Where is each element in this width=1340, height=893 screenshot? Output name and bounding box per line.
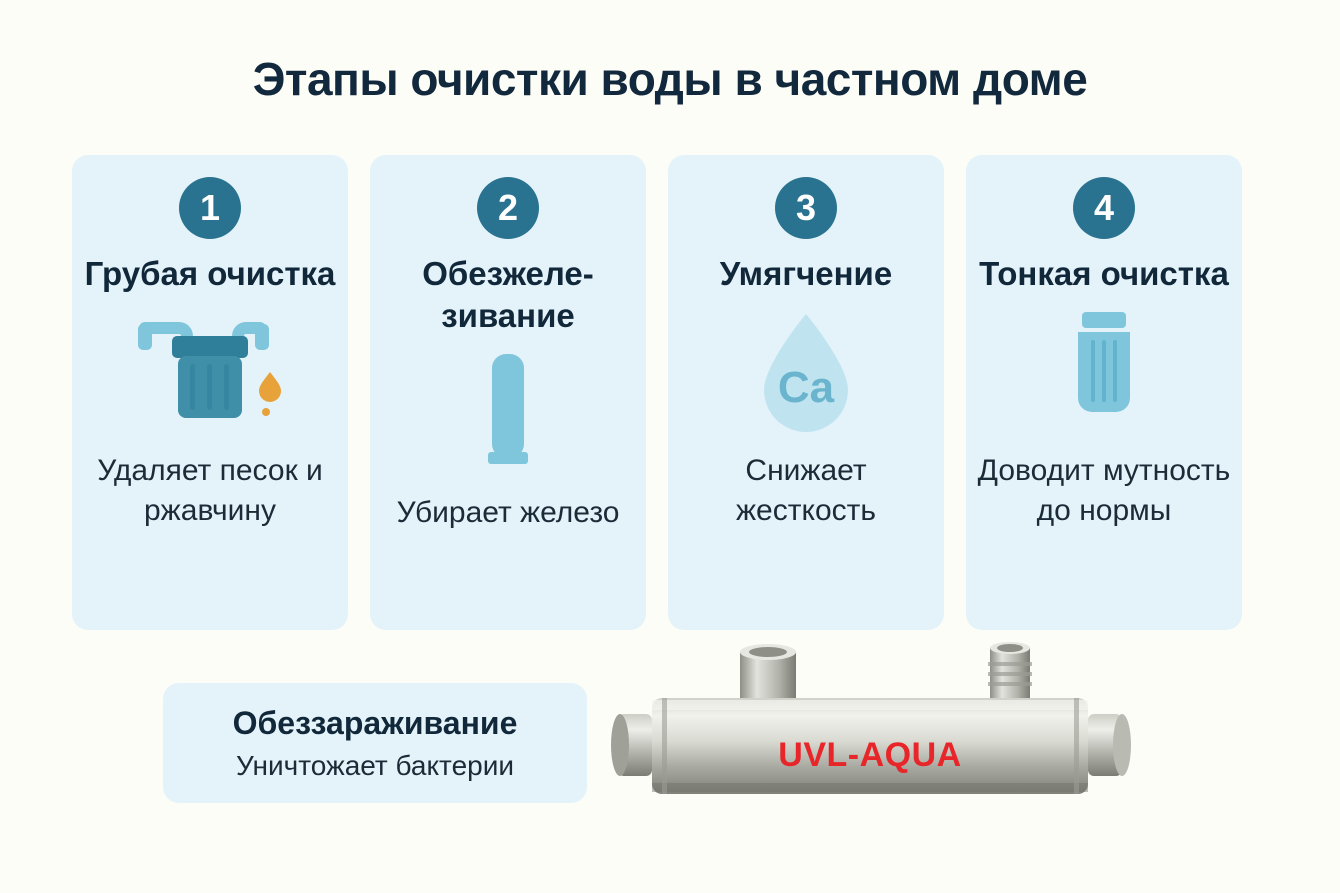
page-title: Этапы очистки воды в частном доме: [252, 53, 1088, 105]
device-chamber: [652, 698, 1088, 794]
disinfection-description: Уничтожает бактерии: [235, 749, 514, 781]
step-title-3: Умягчение: [719, 255, 893, 292]
device-left-cap: [611, 714, 652, 776]
step-card-3[interactable]: [668, 155, 944, 630]
step-card-1[interactable]: [72, 155, 348, 630]
device-right-cap: [1088, 714, 1131, 776]
uv-sterilizer-device: [600, 640, 1140, 820]
disinfection-card[interactable]: [163, 683, 587, 803]
step-description-2: Убирает железо: [396, 496, 620, 530]
device-inlet-port: [740, 644, 796, 704]
step-title-4: Тонкая очистка: [979, 255, 1229, 292]
cartridge-column-icon: [448, 347, 568, 479]
step-description-4: Доводит мутность до нормы: [977, 454, 1231, 527]
step-badge-4: 4: [1073, 177, 1135, 239]
step-badge-1: 1: [179, 177, 241, 239]
steps-container: [72, 155, 1268, 630]
step-description-3: Снижает жесткость: [735, 454, 876, 527]
device-label: UVL-AQUA: [778, 736, 962, 774]
disinfection-title: Обеззараживание: [232, 704, 518, 741]
device-outlet-port: [988, 642, 1032, 704]
step-badge-2: 2: [477, 177, 539, 239]
step-card-4[interactable]: [966, 155, 1242, 630]
step-title-2: Обезжеле-зивание: [422, 255, 594, 335]
fine-filter-cartridge-icon: [1044, 305, 1164, 437]
step-badge-3: 3: [775, 177, 837, 239]
filter-housing-with-tap-icon: [120, 305, 300, 437]
step-description-1: Удаляет песок и ржавчину: [97, 454, 323, 527]
svg-text:Ca: Ca: [777, 363, 835, 413]
step-card-2[interactable]: [370, 155, 646, 630]
step-title-1: Грубая очистка: [84, 255, 336, 292]
water-drop-ca-icon: [736, 305, 876, 437]
